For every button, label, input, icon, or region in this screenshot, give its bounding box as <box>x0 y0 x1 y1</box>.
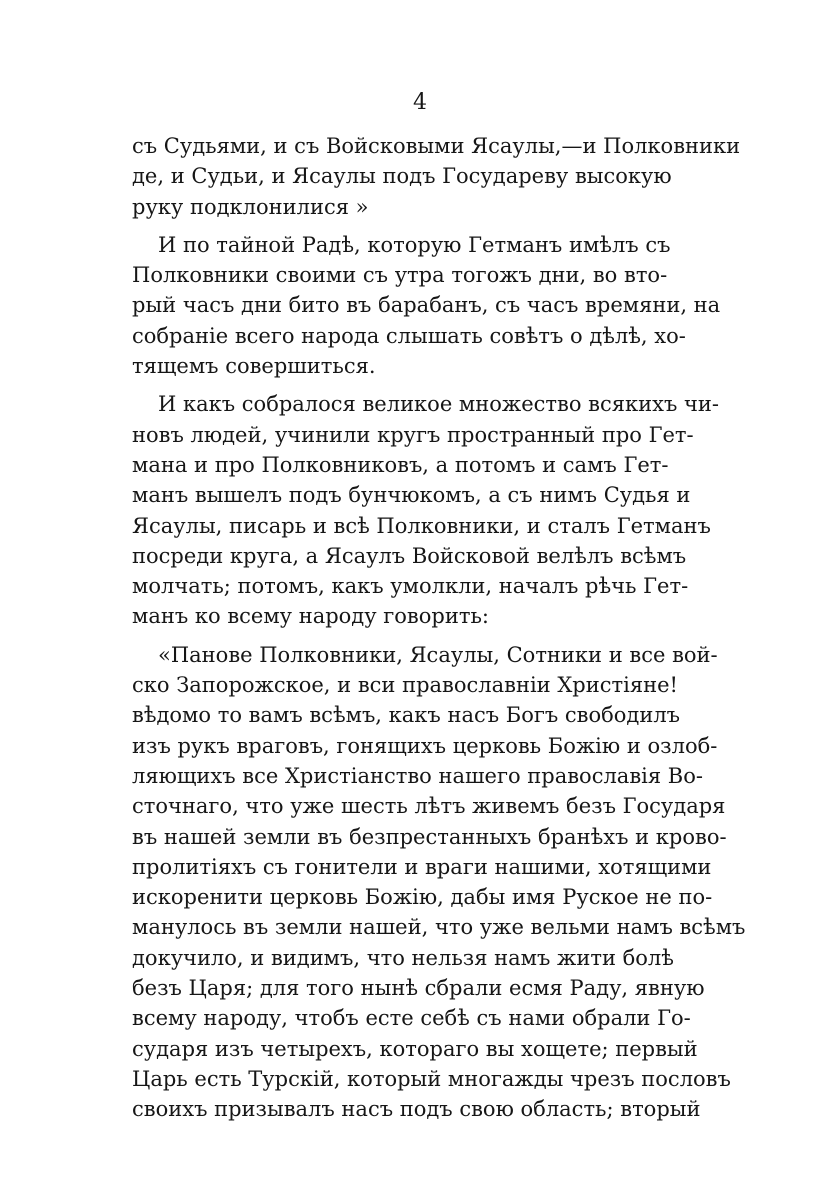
paragraph-1 <box>132 131 741 222</box>
text-line: безъ Царя; для того нынѣ сбрали есмя Раду, явную <box>132 976 705 1001</box>
text-line: всему народу, чтобъ есте себѣ съ нами обрали Го- <box>132 1006 691 1031</box>
text-line: Ясаулы, писарь и всѣ Полковники, и сталъ Гетманъ <box>132 513 711 538</box>
text-line: И по тайной Радѣ, которую Гетманъ имѣлъ съ <box>158 232 671 257</box>
paragraph-4 <box>132 640 746 1125</box>
text-line: съ Судьями, и съ Войсковыми Ясаулы,—и Полковники <box>132 134 741 158</box>
page-number: 4 <box>413 90 427 115</box>
text-line: руку подклонилися » <box>132 194 369 219</box>
paragraph-2 <box>132 230 721 381</box>
text-line: мана и про Полковниковъ, а потомъ и самъ Гет- <box>132 452 669 477</box>
text-line: вѣдомо то вамъ всѣмъ, какъ насъ Богъ свободилъ <box>132 703 681 728</box>
text-line: рый часъ дни бито въ барабанъ, съ часъ времяни, на <box>132 293 721 318</box>
text-line: въ нашей земли въ безпрестанныхъ бранѣхъ и крово- <box>132 824 727 849</box>
text-line: манъ вышелъ подъ бунчюкомъ, а съ нимъ Судья и <box>132 483 691 508</box>
text-line: собраніе всего народа слышать совѣтъ о дѣлѣ, хо- <box>132 323 686 348</box>
text-line: молчать; потомъ, какъ умолкли, началъ рѣчь Гет- <box>132 574 689 599</box>
text-line: пролитіяхъ съ гонители и враги нашими, хотящими <box>132 854 712 879</box>
text-line: посреди круга, а Ясаулъ Войсковой велѣлъ всѣмъ <box>132 543 687 568</box>
text-line: тящемъ совершиться. <box>132 354 376 379</box>
body-text <box>132 131 746 1125</box>
text-line: манулось въ земли нашей, что уже вельми намъ всѣмъ <box>132 915 746 940</box>
text-line: изъ рукъ враговъ, гонящихъ церковь Божію и озлоб- <box>132 733 718 758</box>
text-line: новъ людей, учинили кругъ пространный про Гет- <box>132 422 694 447</box>
text-line: своихъ призывалъ насъ подъ свою область; вторый <box>132 1097 701 1122</box>
text-line: манъ ко всему народу говорить: <box>132 604 489 629</box>
text-line: искоренити церковь Божію, дабы имя Руское не по- <box>132 885 713 910</box>
text-line: сточнаго, что уже шесть лѣтъ живемъ безъ Государя <box>132 794 726 819</box>
text-line: ско Запорожское, и вси православніи Христіяне! <box>132 673 678 698</box>
text-line: ляющихъ все Христіанство нашего православія Во- <box>132 763 703 788</box>
paragraph-3 <box>132 389 719 631</box>
text-line: Полковники своими съ утра тогожъ дни, во вто- <box>132 263 668 288</box>
text-line: сударя изъ четырехъ, котораго вы хощете; первый <box>132 1036 698 1061</box>
text-line: И какъ собралося великое множество всякихъ чи- <box>158 392 719 417</box>
text-line: Царь есть Турскій, который многажды чрезъ пословъ <box>132 1066 731 1091</box>
text-line: «Панове Полковники, Ясаулы, Сотники и все вой- <box>158 642 718 667</box>
text-line: докучило, и видимъ, что нельзя намъ жити болѣ <box>132 945 674 970</box>
text-line: де, и Судьи, и Ясаулы подъ Государеву высокую <box>132 164 672 189</box>
